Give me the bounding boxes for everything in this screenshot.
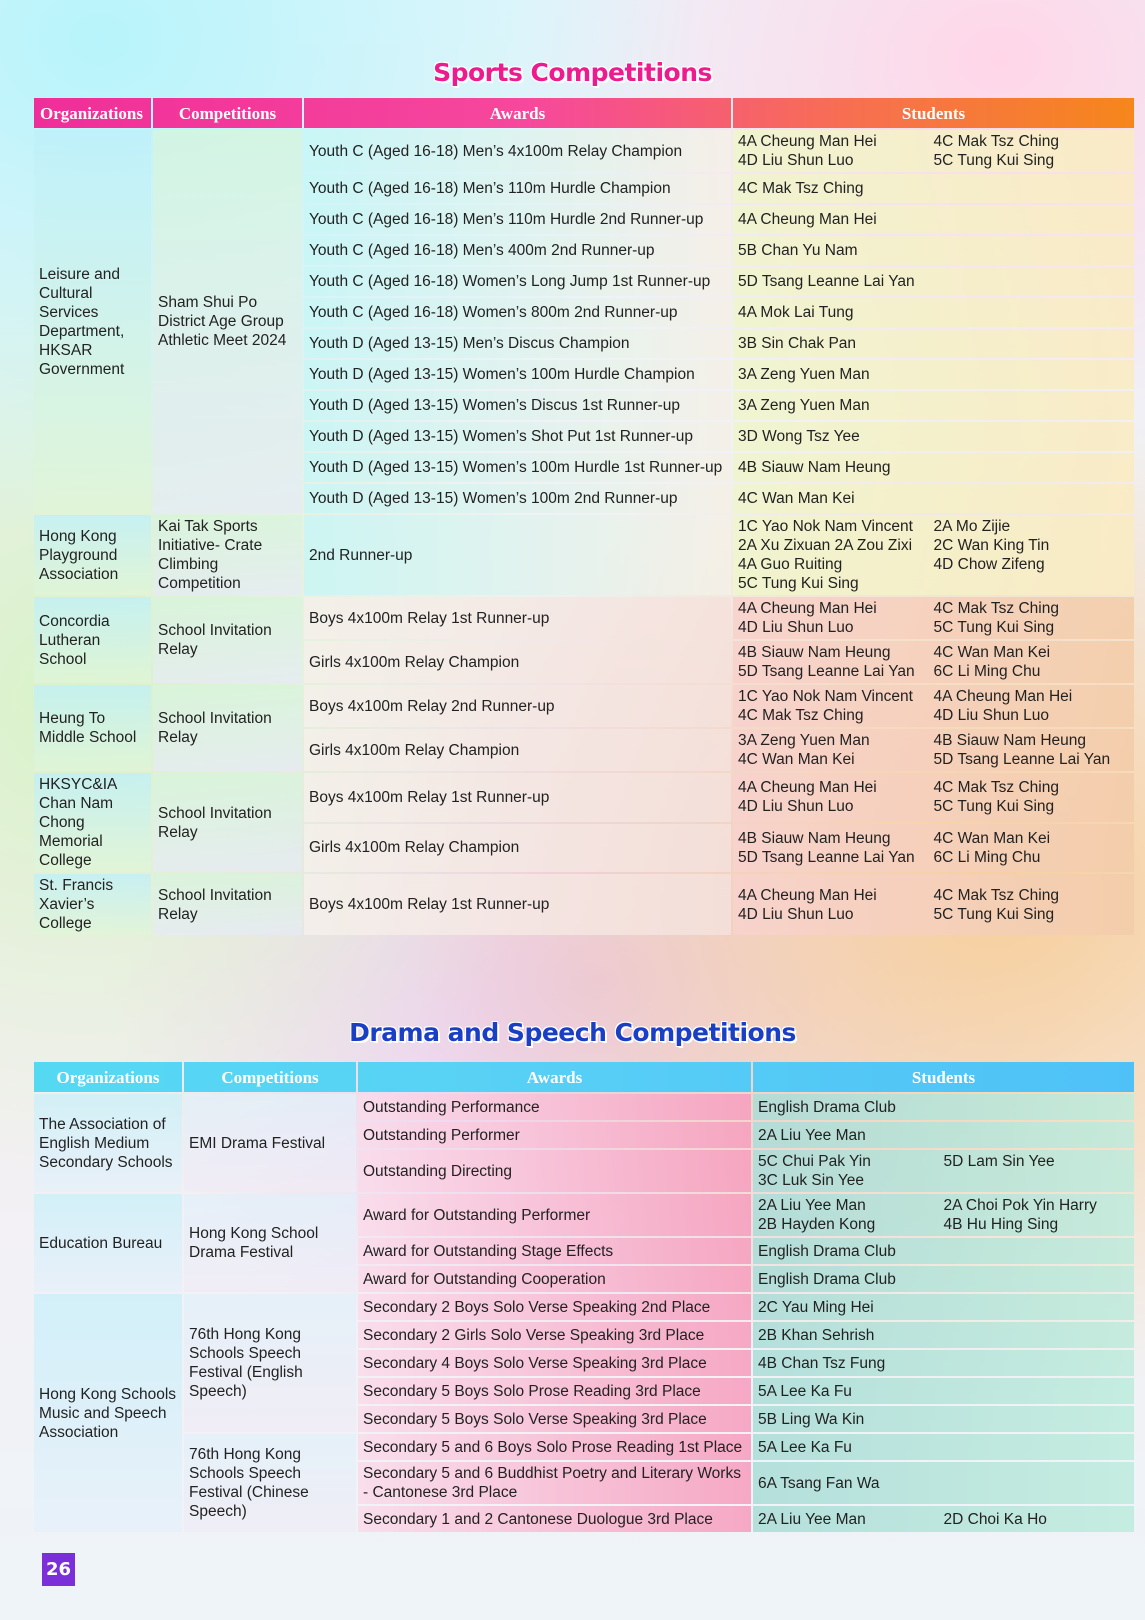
- organization-cell: Heung To Middle School: [34, 685, 151, 771]
- student-name: 5D Tsang Leanne Lai Yan: [933, 751, 1111, 768]
- students-list: [738, 687, 1129, 725]
- header-awards: Awards: [489, 103, 546, 123]
- student-name: 2B Hayden Kong: [758, 1216, 876, 1233]
- award-cell: Secondary 2 Boys Solo Verse Speaking 2nd Place: [358, 1294, 751, 1320]
- organization-cell: Hong Kong Playground Association: [34, 515, 151, 595]
- students-list: [758, 1098, 1129, 1117]
- students-list: [758, 1382, 1129, 1401]
- organization-cell: Leisure and Cultural Services Department, HKSAR Government: [34, 130, 151, 513]
- student-name: 4C Wan Man Kei: [933, 829, 1051, 847]
- student-name: 3C Luk Sin Yee: [758, 1172, 865, 1189]
- student-name: 1C Yao Nok Nam Vincent: [738, 518, 913, 535]
- header-students: Students: [901, 103, 966, 123]
- students-list: [758, 1410, 1129, 1429]
- students-cell: [753, 1238, 1134, 1264]
- students-cell: [753, 1094, 1134, 1120]
- competition-cell: School Invitation Relay: [153, 597, 302, 683]
- student-name: English Drama Club: [758, 1270, 896, 1288]
- award-cell: Secondary 2 Girls Solo Verse Speaking 3rd Place: [358, 1322, 751, 1348]
- student-name: 4C Wan Man Kei: [738, 490, 855, 507]
- award-cell: Youth C (Aged 16-18) Women’s 800m 2nd Runner-up: [304, 298, 731, 327]
- header-students: Students: [911, 1067, 976, 1087]
- award-cell: Youth C (Aged 16-18) Men’s 110m Hurdle 2nd Runner-up: [304, 205, 731, 234]
- student-name: 5C Tung Kui Sing: [738, 575, 859, 592]
- student-name: 5C Tung Kui Sing: [933, 619, 1055, 636]
- students-cell: [733, 236, 1134, 265]
- award-cell: Outstanding Performance: [358, 1094, 751, 1120]
- drama-header-row: [34, 1062, 1134, 1092]
- student-name: English Drama Club: [758, 1242, 896, 1260]
- students-list: [738, 778, 1129, 816]
- student-name: 4B Siauw Nam Heung: [933, 732, 1086, 749]
- students-cell: [733, 453, 1134, 482]
- student-name: 5C Chui Pak Yin: [758, 1153, 871, 1170]
- student-name: 4D Liu Shun Luo: [933, 707, 1049, 724]
- student-name: 2D Choi Ka Ho: [943, 1510, 1047, 1528]
- drama-title: Drama and Speech Competitions: [349, 1018, 796, 1047]
- students-cell: [753, 1194, 1134, 1236]
- sports-title: Sports Competitions: [433, 58, 712, 87]
- student-name: 4B Hu Hing Sing: [943, 1216, 1059, 1233]
- student-name: 5D Tsang Leanne Lai Yan: [738, 848, 915, 866]
- student-name: 1C Yao Nok Nam Vincent: [738, 688, 913, 705]
- student-name: 5C Tung Kui Sing: [933, 798, 1055, 816]
- header-awards: Awards: [526, 1067, 583, 1087]
- students-list: [758, 1196, 1129, 1234]
- student-name: 5D Tsang Leanne Lai Yan: [738, 273, 915, 290]
- students-cell: [733, 597, 1134, 639]
- student-name: 5B Chan Yu Nam: [738, 242, 858, 259]
- award-cell: Youth D (Aged 13-15) Women’s Shot Put 1st Runner-up: [304, 422, 731, 451]
- table-row: [34, 685, 1134, 727]
- student-name: 4A Cheung Man Hei: [738, 211, 877, 228]
- student-name: 4D Liu Shun Luo: [738, 619, 854, 636]
- student-name: 4D Chow Zifeng: [933, 556, 1045, 573]
- student-name: 5D Lam Sin Yee: [943, 1153, 1055, 1170]
- students-cell: [733, 422, 1134, 451]
- students-cell: [733, 824, 1134, 873]
- student-name: 4B Siauw Nam Heung: [738, 459, 891, 476]
- table-row: [34, 1294, 1134, 1320]
- student-name: 3A Zeng Yuen Man: [738, 366, 870, 383]
- students-cell: [733, 329, 1134, 358]
- students-list: [758, 1152, 1129, 1190]
- students-cell: [733, 130, 1134, 172]
- student-name: 4C Mak Tsz Ching: [933, 133, 1059, 150]
- table-row: [34, 515, 1134, 595]
- students-cell: [753, 1266, 1134, 1292]
- award-cell: Outstanding Performer: [358, 1122, 751, 1148]
- award-cell: Youth C (Aged 16-18) Men’s 4x100m Relay Champion: [304, 130, 731, 172]
- student-name: 2C Wan King Tin: [933, 537, 1050, 554]
- students-list: [738, 458, 1129, 477]
- students-list: [738, 396, 1129, 415]
- award-cell: Girls 4x100m Relay Champion: [304, 641, 731, 683]
- students-list: [738, 365, 1129, 384]
- student-name: 4A Guo Ruiting: [738, 556, 843, 573]
- table-row: [34, 1094, 1134, 1120]
- student-name: 5C Tung Kui Sing: [933, 152, 1055, 169]
- competition-cell: School Invitation Relay: [153, 685, 302, 771]
- students-list: [738, 303, 1129, 322]
- students-cell: [733, 360, 1134, 389]
- table-row: [34, 130, 1134, 172]
- students-list: [738, 210, 1129, 229]
- award-cell: Youth D (Aged 13-15) Women’s Discus 1st Runner-up: [304, 391, 731, 420]
- student-name: 4A Cheung Man Hei: [738, 133, 877, 150]
- students-list: [758, 1510, 1129, 1529]
- award-cell: Award for Outstanding Cooperation: [358, 1266, 751, 1292]
- student-name: 5A Lee Ka Fu: [758, 1438, 852, 1456]
- award-cell: Secondary 5 and 6 Buddhist Poetry and Literary Works - Cantonese 3rd Place: [358, 1462, 751, 1504]
- student-name: 5C Tung Kui Sing: [933, 905, 1055, 923]
- students-cell: [753, 1434, 1134, 1460]
- student-name: 4A Cheung Man Hei: [738, 779, 877, 797]
- students-list: [738, 427, 1129, 446]
- students-cell: [733, 729, 1134, 771]
- students-cell: [753, 1122, 1134, 1148]
- students-cell: [733, 174, 1134, 203]
- student-name: 2A Liu Yee Man: [758, 1126, 866, 1144]
- student-name: 2A Mo Zijie: [933, 518, 1011, 535]
- competition-cell: 76th Hong Kong Schools Speech Festival (English Speech): [184, 1294, 356, 1432]
- student-name: 4D Liu Shun Luo: [738, 905, 854, 923]
- students-list: [738, 643, 1129, 681]
- award-cell: Outstanding Directing: [358, 1150, 751, 1192]
- organization-cell: The Association of English Medium Secondary Schools: [34, 1094, 182, 1192]
- student-name: 4C Mak Tsz Ching: [933, 886, 1059, 904]
- student-name: 4C Mak Tsz Ching: [933, 779, 1059, 797]
- award-cell: Girls 4x100m Relay Champion: [304, 729, 731, 771]
- students-list: [738, 179, 1129, 198]
- drama-table: [32, 1060, 1136, 1534]
- students-cell: [753, 1322, 1134, 1348]
- table-row: [34, 773, 1134, 822]
- students-list: [738, 489, 1129, 508]
- page-number: 26: [42, 1553, 75, 1586]
- student-name: 4C Mak Tsz Ching: [933, 600, 1059, 617]
- students-cell: [733, 205, 1134, 234]
- student-name: 3A Zeng Yuen Man: [738, 732, 870, 749]
- competition-cell: Hong Kong School Drama Festival: [184, 1194, 356, 1292]
- students-cell: [733, 515, 1134, 595]
- student-name: 6A Tsang Fan Wa: [758, 1474, 880, 1492]
- students-list: [738, 517, 1129, 593]
- students-list: [758, 1298, 1129, 1317]
- students-cell: [753, 1294, 1134, 1320]
- award-cell: Secondary 5 Boys Solo Prose Reading 3rd Place: [358, 1378, 751, 1404]
- students-cell: [753, 1378, 1134, 1404]
- award-cell: Youth C (Aged 16-18) Men’s 110m Hurdle Champion: [304, 174, 731, 203]
- student-name: 3B Sin Chak Pan: [738, 335, 857, 352]
- student-name: 2A Choi Pok Yin Harry: [943, 1197, 1097, 1214]
- students-list: [738, 272, 1129, 291]
- award-cell: Youth D (Aged 13-15) Women’s 100m 2nd Runner-up: [304, 484, 731, 513]
- students-cell: [733, 641, 1134, 683]
- organization-cell: HKSYC&IA Chan Nam Chong Memorial College: [34, 773, 151, 872]
- student-name: 4D Liu Shun Luo: [738, 798, 854, 816]
- students-list: [738, 829, 1129, 867]
- student-name: 2A Liu Yee Man: [758, 1510, 866, 1528]
- students-cell: [753, 1150, 1134, 1192]
- award-cell: Secondary 5 Boys Solo Verse Speaking 3rd Place: [358, 1406, 751, 1432]
- award-cell: Boys 4x100m Relay 1st Runner-up: [304, 597, 731, 639]
- organization-cell: Hong Kong Schools Music and Speech Association: [34, 1294, 182, 1532]
- table-row: [34, 597, 1134, 639]
- student-name: 4C Mak Tsz Ching: [738, 180, 864, 197]
- student-name: 4C Mak Tsz Ching: [738, 707, 864, 724]
- award-cell: Secondary 1 and 2 Cantonese Duologue 3rd Place: [358, 1506, 751, 1532]
- organization-cell: St. Francis Xavier’s College: [34, 874, 151, 935]
- student-name: 6C Li Ming Chu: [933, 848, 1041, 866]
- table-row: [34, 874, 1134, 935]
- award-cell: Boys 4x100m Relay 2nd Runner-up: [304, 685, 731, 727]
- students-list: [758, 1326, 1129, 1345]
- students-cell: [733, 391, 1134, 420]
- student-name: 4A Cheung Man Hei: [933, 688, 1073, 705]
- table-row: [34, 1434, 1134, 1460]
- award-cell: Youth D (Aged 13-15) Men’s Discus Champion: [304, 329, 731, 358]
- award-cell: Award for Outstanding Performer: [358, 1194, 751, 1236]
- sports-header-row: [34, 98, 1134, 128]
- students-cell: [753, 1462, 1134, 1504]
- award-cell: Youth C (Aged 16-18) Men’s 400m 2nd Runner-up: [304, 236, 731, 265]
- award-cell: Youth D (Aged 13-15) Women’s 100m Hurdle Champion: [304, 360, 731, 389]
- students-list: [758, 1126, 1129, 1145]
- competition-cell: Sham Shui Po District Age Group Athletic Meet 2024: [153, 130, 302, 513]
- students-cell: [753, 1506, 1134, 1532]
- students-cell: [733, 298, 1134, 327]
- student-name: 3D Wong Tsz Yee: [738, 428, 860, 445]
- students-list: [758, 1242, 1129, 1261]
- header-organizations: Organizations: [56, 1067, 160, 1087]
- student-name: 4B Siauw Nam Heung: [738, 644, 891, 661]
- award-cell: Award for Outstanding Stage Effects: [358, 1238, 751, 1264]
- student-name: 6C Li Ming Chu: [933, 663, 1041, 680]
- award-cell: 2nd Runner-up: [304, 515, 731, 595]
- students-cell: [733, 874, 1134, 935]
- students-cell: [753, 1350, 1134, 1376]
- students-cell: [753, 1406, 1134, 1432]
- student-name: 5A Lee Ka Fu: [758, 1382, 852, 1400]
- award-cell: Boys 4x100m Relay 1st Runner-up: [304, 773, 731, 822]
- award-cell: Boys 4x100m Relay 1st Runner-up: [304, 874, 731, 935]
- header-competitions: Competitions: [221, 1067, 319, 1087]
- sports-table: [32, 96, 1136, 937]
- students-cell: [733, 484, 1134, 513]
- students-list: [738, 599, 1129, 637]
- student-name: 4A Cheung Man Hei: [738, 600, 877, 617]
- award-cell: Youth C (Aged 16-18) Women’s Long Jump 1st Runner-up: [304, 267, 731, 296]
- students-cell: [733, 685, 1134, 727]
- student-name: 4B Chan Tsz Fung: [758, 1354, 886, 1372]
- students-list: [738, 731, 1129, 769]
- students-list: [738, 241, 1129, 260]
- student-name: 4C Wan Man Kei: [933, 644, 1051, 661]
- student-name: 5B Ling Wa Kin: [758, 1410, 865, 1428]
- students-list: [738, 334, 1129, 353]
- student-name: 4A Mok Lai Tung: [738, 304, 854, 321]
- students-list: [738, 132, 1129, 170]
- students-list: [738, 886, 1129, 924]
- organization-cell: Concordia Lutheran School: [34, 597, 151, 683]
- competition-cell: Kai Tak Sports Initiative- Crate Climbing Competition: [153, 515, 302, 595]
- students-cell: [733, 267, 1134, 296]
- table-row: [34, 1194, 1134, 1236]
- student-name: 3A Zeng Yuen Man: [738, 397, 870, 414]
- students-list: [758, 1438, 1129, 1457]
- competition-cell: School Invitation Relay: [153, 773, 302, 872]
- student-name: 4D Liu Shun Luo: [738, 152, 854, 169]
- header-competitions: Competitions: [178, 103, 277, 123]
- award-cell: Girls 4x100m Relay Champion: [304, 824, 731, 873]
- students-list: [758, 1270, 1129, 1289]
- student-name: English Drama Club: [758, 1098, 896, 1116]
- competition-cell: EMI Drama Festival: [184, 1094, 356, 1192]
- students-cell: [733, 773, 1134, 822]
- header-organizations: Organizations: [40, 103, 143, 123]
- student-name: 4B Siauw Nam Heung: [738, 829, 891, 847]
- student-name: 4C Wan Man Kei: [738, 751, 855, 768]
- students-list: [758, 1354, 1129, 1373]
- students-list: [758, 1474, 1129, 1493]
- student-name: 4A Cheung Man Hei: [738, 886, 877, 904]
- student-name: 2A Xu Zixuan 2A Zou Zixi: [738, 537, 913, 554]
- award-cell: Secondary 4 Boys Solo Verse Speaking 3rd Place: [358, 1350, 751, 1376]
- award-cell: Secondary 5 and 6 Boys Solo Prose Reading 1st Place: [358, 1434, 751, 1460]
- student-name: 2B Khan Sehrish: [758, 1326, 875, 1344]
- organization-cell: Education Bureau: [34, 1194, 182, 1292]
- student-name: 2C Yau Ming Hei: [758, 1298, 874, 1316]
- competition-cell: School Invitation Relay: [153, 874, 302, 935]
- student-name: 2A Liu Yee Man: [758, 1197, 866, 1214]
- competition-cell: 76th Hong Kong Schools Speech Festival (Chinese Speech): [184, 1434, 356, 1532]
- award-cell: Youth D (Aged 13-15) Women’s 100m Hurdle 1st Runner-up: [304, 453, 731, 482]
- student-name: 5D Tsang Leanne Lai Yan: [738, 663, 915, 680]
